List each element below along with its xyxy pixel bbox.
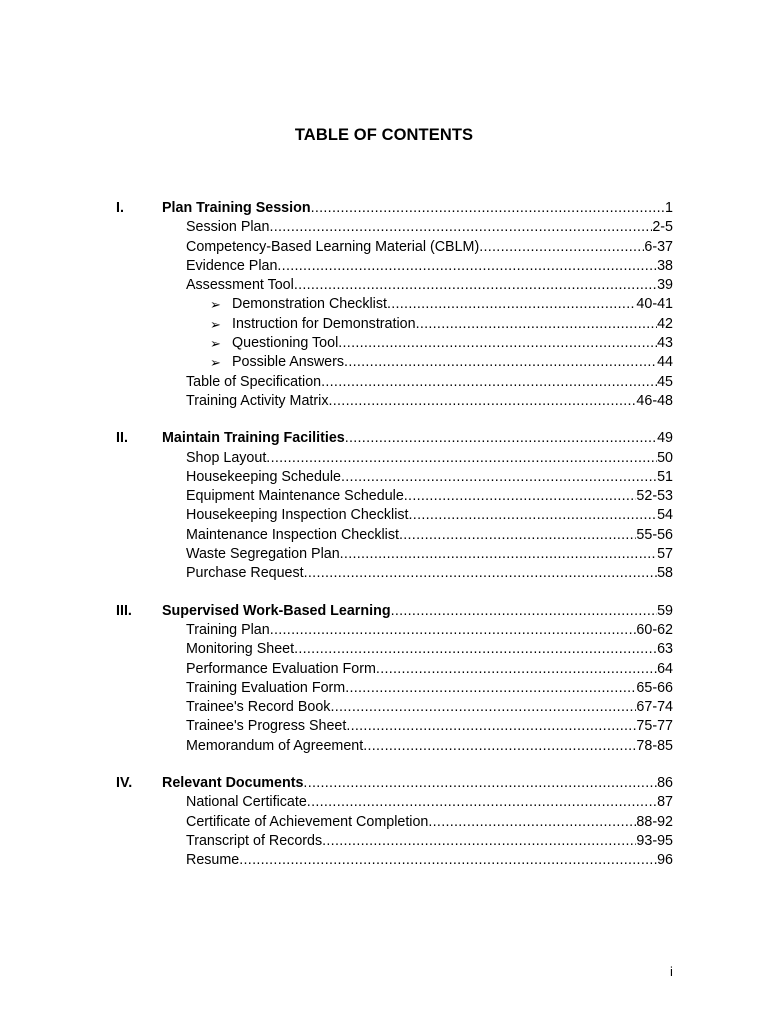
- toc-entry-page: 51: [657, 468, 673, 485]
- dot-leader: [294, 276, 657, 295]
- toc-entry-page: 57: [657, 546, 673, 563]
- dot-leader: [311, 199, 665, 218]
- toc-entry-page: 67-74: [636, 699, 673, 716]
- dot-leader: [376, 660, 657, 679]
- toc-entry-label: Maintenance Inspection Checklist: [186, 526, 399, 543]
- toc-section-heading[interactable]: [0, 602, 768, 621]
- dot-leader: [307, 793, 657, 812]
- toc-entry-page: 44: [657, 354, 673, 371]
- toc-entry-label: Relevant Documents: [162, 775, 304, 792]
- dot-leader: [338, 334, 657, 353]
- toc-entry: [186, 392, 673, 411]
- toc-item[interactable]: [0, 851, 768, 870]
- dot-leader: [346, 717, 636, 736]
- toc-item[interactable]: [0, 698, 768, 717]
- toc-item[interactable]: [0, 621, 768, 640]
- toc-entry-label: Questioning Tool: [232, 335, 339, 352]
- toc-entry-page: 1: [665, 200, 673, 216]
- toc-entry-page: 60-62: [636, 621, 673, 638]
- toc-entry-page: 45: [657, 373, 673, 390]
- toc-entry-page: 96: [657, 852, 673, 869]
- toc-item[interactable]: [0, 373, 768, 392]
- toc-entry: [162, 199, 673, 218]
- toc-entry-label: Housekeeping Schedule: [186, 468, 341, 485]
- toc-entry: [186, 737, 673, 756]
- toc-entry: [186, 717, 673, 736]
- toc-entry-label: Demonstration Checklist: [232, 296, 387, 313]
- toc-item[interactable]: [0, 506, 768, 525]
- toc-entry: [186, 545, 673, 564]
- toc-item[interactable]: [0, 392, 768, 411]
- toc-entry-page: 43: [657, 335, 673, 352]
- toc-item[interactable]: [0, 564, 768, 583]
- toc-entry-label: Competency-Based Learning Material (CBLM): [186, 238, 480, 255]
- toc-entry-page: 54: [657, 507, 673, 524]
- toc-entry: [186, 373, 673, 392]
- toc-entry: [232, 295, 673, 314]
- toc-entry-label: Evidence Plan: [186, 257, 278, 274]
- toc-section: [0, 199, 768, 411]
- toc-entry: [232, 353, 673, 372]
- toc-section-heading[interactable]: [0, 199, 768, 218]
- arrow-bullet-icon: ➢: [210, 316, 221, 332]
- dot-leader: [294, 640, 657, 659]
- dot-leader: [363, 737, 636, 756]
- dot-leader: [387, 295, 636, 314]
- toc-entry: [186, 257, 673, 276]
- footer-page-number: i: [670, 964, 673, 979]
- toc-entry-page: 88-92: [636, 813, 673, 830]
- toc-entry-page: 42: [657, 315, 673, 332]
- toc-entry: [186, 487, 673, 506]
- toc-entry-page: 86: [657, 775, 673, 792]
- toc-entry-label: National Certificate: [186, 794, 307, 811]
- toc-item[interactable]: [0, 832, 768, 851]
- toc-item[interactable]: [0, 449, 768, 468]
- toc-entry-label: Possible Answers: [232, 354, 345, 371]
- toc-item[interactable]: [0, 334, 768, 353]
- toc-entry-label: Monitoring Sheet: [186, 641, 295, 658]
- toc-entry: [186, 276, 673, 295]
- toc-entry-label: Memorandum of Agreement: [186, 737, 364, 754]
- dot-leader: [328, 392, 636, 411]
- dot-leader: [391, 602, 658, 621]
- toc-item[interactable]: [0, 526, 768, 545]
- toc-entry-label: Certificate of Achievement Completion: [186, 813, 429, 830]
- toc-entry-label: Waste Segregation Plan: [186, 546, 340, 563]
- toc-entry: [186, 813, 673, 832]
- toc-entry-page: 39: [657, 277, 673, 294]
- toc-entry: [162, 774, 673, 793]
- toc-entry: [186, 506, 673, 525]
- section-number: I.: [116, 200, 124, 216]
- toc-entry-label: Housekeeping Inspection Checklist: [186, 507, 409, 524]
- toc-entry-page: 46-48: [636, 392, 673, 409]
- toc-entry-label: Table of Specification: [186, 373, 322, 390]
- toc-entry-page: 59: [657, 602, 673, 619]
- dot-leader: [345, 429, 657, 448]
- toc-section: [0, 602, 768, 756]
- toc-entry-page: 87: [657, 794, 673, 811]
- dot-leader: [479, 238, 644, 257]
- toc-item[interactable]: [0, 679, 768, 698]
- toc-entry: [186, 526, 673, 545]
- section-number: III.: [116, 602, 132, 619]
- toc-entry: [186, 468, 673, 487]
- dot-leader: [428, 813, 636, 832]
- toc-entry: [186, 640, 673, 659]
- toc-item[interactable]: [0, 295, 768, 314]
- toc-entry: [232, 315, 673, 334]
- toc-entry-label: Maintain Training Facilities: [162, 430, 345, 447]
- toc-item[interactable]: [0, 717, 768, 736]
- toc-item[interactable]: [0, 737, 768, 756]
- arrow-bullet-icon: ➢: [210, 297, 221, 313]
- toc-item[interactable]: [0, 640, 768, 659]
- dot-leader: [404, 487, 637, 506]
- dot-leader: [303, 774, 657, 793]
- toc-item[interactable]: [0, 353, 768, 372]
- toc-entry-label: Supervised Work-Based Learning: [162, 602, 391, 619]
- toc-item[interactable]: [0, 545, 768, 564]
- toc-entry-label: Trainee's Progress Sheet: [186, 718, 347, 735]
- toc-section: [0, 774, 768, 870]
- toc-entry-label: Training Evaluation Form: [186, 679, 346, 696]
- toc-entry-label: Training Plan: [186, 621, 270, 638]
- toc-entry: [186, 660, 673, 679]
- dot-leader: [399, 526, 636, 545]
- toc-entry-page: 6-37: [644, 238, 673, 255]
- toc-entry-page: 2-5: [652, 219, 673, 236]
- toc-entry-page: 38: [657, 257, 673, 274]
- dot-leader: [239, 851, 657, 870]
- toc-entry-page: 55-56: [636, 526, 673, 543]
- toc-entry: [186, 793, 673, 812]
- toc-item[interactable]: [0, 793, 768, 812]
- section-number: IV.: [116, 775, 133, 792]
- toc-entry-page: 75-77: [636, 718, 673, 735]
- toc-entry-label: Session Plan: [186, 219, 270, 236]
- toc-entry: [186, 621, 673, 640]
- dot-leader: [270, 621, 637, 640]
- toc-entry: [232, 334, 673, 353]
- section-number: II.: [116, 430, 128, 447]
- toc-item[interactable]: [0, 813, 768, 832]
- toc-entry-page: 58: [657, 565, 673, 582]
- table-of-contents: [0, 199, 768, 889]
- toc-entry: [186, 832, 673, 851]
- toc-entry: [186, 698, 673, 717]
- dot-leader: [304, 564, 657, 583]
- toc-item[interactable]: [0, 468, 768, 487]
- dot-leader: [266, 449, 657, 468]
- toc-entry-page: 63: [657, 641, 673, 658]
- toc-entry: [186, 679, 673, 698]
- dot-leader: [409, 506, 658, 525]
- toc-entry-page: 65-66: [636, 679, 673, 696]
- toc-entry: [162, 602, 673, 621]
- toc-entry-label: Training Activity Matrix: [186, 392, 329, 409]
- toc-entry-label: Resume: [186, 852, 240, 869]
- arrow-bullet-icon: ➢: [210, 355, 221, 371]
- dot-leader: [277, 257, 657, 276]
- dot-leader: [322, 832, 636, 851]
- dot-leader: [269, 218, 652, 237]
- toc-item[interactable]: [0, 315, 768, 334]
- toc-entry: [186, 564, 673, 583]
- toc-entry-page: 49: [657, 430, 673, 447]
- toc-entry-page: 50: [657, 449, 673, 466]
- toc-entry-label: Purchase Request: [186, 565, 304, 582]
- toc-entry: [186, 218, 673, 237]
- toc-entry-label: Shop Layout: [186, 449, 267, 466]
- dot-leader: [340, 545, 657, 564]
- dot-leader: [330, 698, 636, 717]
- toc-section: [0, 429, 768, 583]
- toc-entry-page: 64: [657, 660, 673, 677]
- toc-item[interactable]: [0, 276, 768, 295]
- dot-leader: [321, 373, 657, 392]
- dot-leader: [416, 315, 658, 334]
- toc-item[interactable]: [0, 257, 768, 276]
- toc-entry-label: Performance Evaluation Form: [186, 660, 376, 677]
- toc-entry: [186, 851, 673, 870]
- toc-item[interactable]: [0, 218, 768, 237]
- toc-entry-page: 93-95: [636, 832, 673, 849]
- toc-item[interactable]: [0, 660, 768, 679]
- page-title: TABLE OF CONTENTS: [294, 126, 474, 144]
- arrow-bullet-icon: ➢: [210, 336, 221, 352]
- toc-entry-label: Equipment Maintenance Schedule: [186, 488, 404, 505]
- toc-section-heading[interactable]: [0, 429, 768, 448]
- toc-section-heading[interactable]: [0, 774, 768, 793]
- toc-entry-label: Assessment Tool: [186, 277, 294, 294]
- dot-leader: [344, 353, 657, 372]
- toc-entry-label: Instruction for Demonstration: [232, 315, 416, 332]
- toc-entry-label: Trainee's Record Book: [186, 699, 331, 716]
- toc-item[interactable]: [0, 238, 768, 257]
- toc-entry: [186, 449, 673, 468]
- toc-entry-page: 52-53: [636, 488, 673, 505]
- toc-entry: [162, 429, 673, 448]
- toc-entry-page: 78-85: [636, 737, 673, 754]
- toc-entry-page: 40-41: [636, 296, 673, 313]
- toc-item[interactable]: [0, 487, 768, 506]
- toc-entry-label: Plan Training Session: [162, 200, 311, 216]
- toc-entry: [186, 238, 673, 257]
- dot-leader: [345, 679, 636, 698]
- toc-entry-label: Transcript of Records: [186, 832, 323, 849]
- dot-leader: [341, 468, 657, 487]
